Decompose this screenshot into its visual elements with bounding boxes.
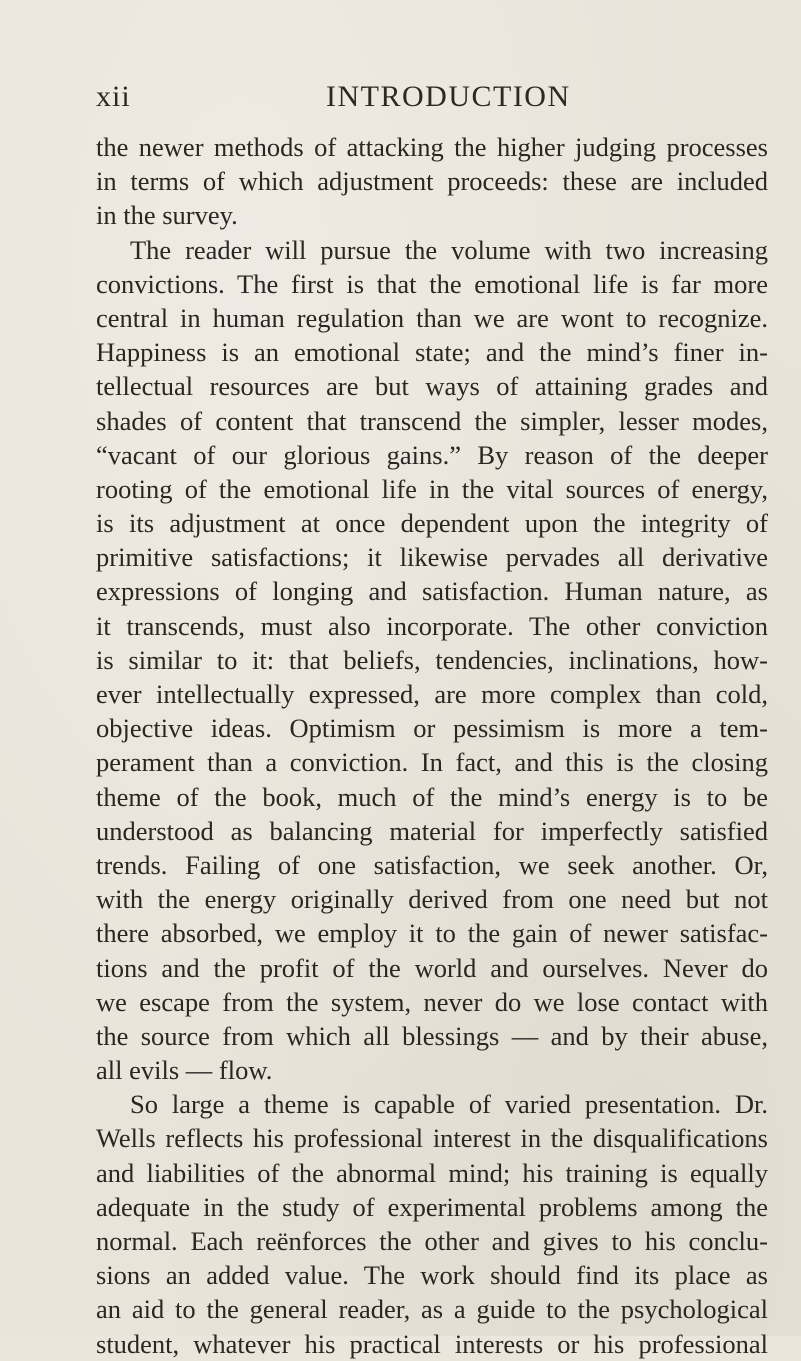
body-text xyxy=(96,130,768,1361)
text-line: is similar to it: that beliefs, tendencies, inclinations, how- xyxy=(96,644,768,675)
text-line: adequate in the study of experimental problems among the xyxy=(96,1191,768,1222)
page-number: xii xyxy=(96,80,131,113)
text-line: all evils — flow. xyxy=(96,1055,273,1086)
paragraph xyxy=(96,130,768,233)
text-line: The reader will pursue the volume with two increasing xyxy=(130,234,768,265)
text-line: theme of the book, much of the mind’s energy is to be xyxy=(96,781,768,812)
running-head xyxy=(96,80,696,120)
text-line: So large a theme is capable of varied presentation. Dr. xyxy=(130,1089,768,1120)
text-line: there absorbed, we employ it to the gain of newer satisfac- xyxy=(96,918,768,949)
text-line: student, whatever his practical interests or his professional xyxy=(96,1328,768,1359)
text-line: objective ideas. Optimism or pessimism is more a tem- xyxy=(96,713,768,744)
text-line: “vacant of our glorious gains.” By reason of the deeper xyxy=(96,439,768,470)
text-line: shades of content that transcend the simpler, lesser modes, xyxy=(96,405,768,436)
text-line: Wells reflects his professional interest in the disqualifications xyxy=(96,1123,768,1154)
text-line: perament than a conviction. In fact, and this is the closing xyxy=(96,747,768,778)
text-line: rooting of the emotional life in the vital sources of energy, xyxy=(96,473,768,504)
text-line: the source from which all blessings — and by their abuse, xyxy=(96,1020,768,1051)
text-line: with the energy originally derived from one need but not xyxy=(96,884,768,915)
paragraph xyxy=(96,1087,768,1361)
text-line: trends. Failing of one satisfaction, we seek another. Or, xyxy=(96,849,768,880)
text-line: central in human regulation than we are wont to recognize. xyxy=(96,302,768,333)
text-line: we escape from the system, never do we lose contact with xyxy=(96,986,768,1017)
text-line: it transcends, must also incorporate. The other conviction xyxy=(96,610,768,641)
text-line: expressions of longing and satisfaction. Human nature, as xyxy=(96,576,768,607)
text-line: in the survey. xyxy=(96,200,238,231)
text-line: ever intellectually expressed, are more complex than cold, xyxy=(96,679,768,709)
text-line: the newer methods of attacking the higher judging processes xyxy=(96,132,768,162)
text-line: an aid to the general reader, as a guide to the psychological xyxy=(96,1294,768,1325)
text-line: tions and the profit of the world and ourselves. Never do xyxy=(96,952,768,983)
text-line: primitive satisfactions; it likewise pervades all derivative xyxy=(96,542,768,573)
running-title: INTRODUCTION xyxy=(326,80,571,113)
text-line: tellectual resources are but ways of attaining grades and xyxy=(96,371,768,402)
text-line: convictions. The first is that the emotional life is far more xyxy=(96,268,768,299)
text-line: normal. Each reënforces the other and gives to his conclu- xyxy=(96,1226,768,1256)
text-line: and liabilities of the abnormal mind; his training is equally xyxy=(96,1157,768,1188)
paragraph xyxy=(96,233,768,1088)
text-line: sions an added value. The work should find its place as xyxy=(96,1260,768,1291)
text-line: in terms of which adjustment proceeds: these are included xyxy=(96,166,768,197)
text-line: understood as balancing material for imperfectly satisfied xyxy=(96,815,768,846)
text-line: Happiness is an emotional state; and the mind’s finer in- xyxy=(96,337,768,368)
text-line: is its adjustment at once dependent upon the integrity of xyxy=(96,508,768,539)
